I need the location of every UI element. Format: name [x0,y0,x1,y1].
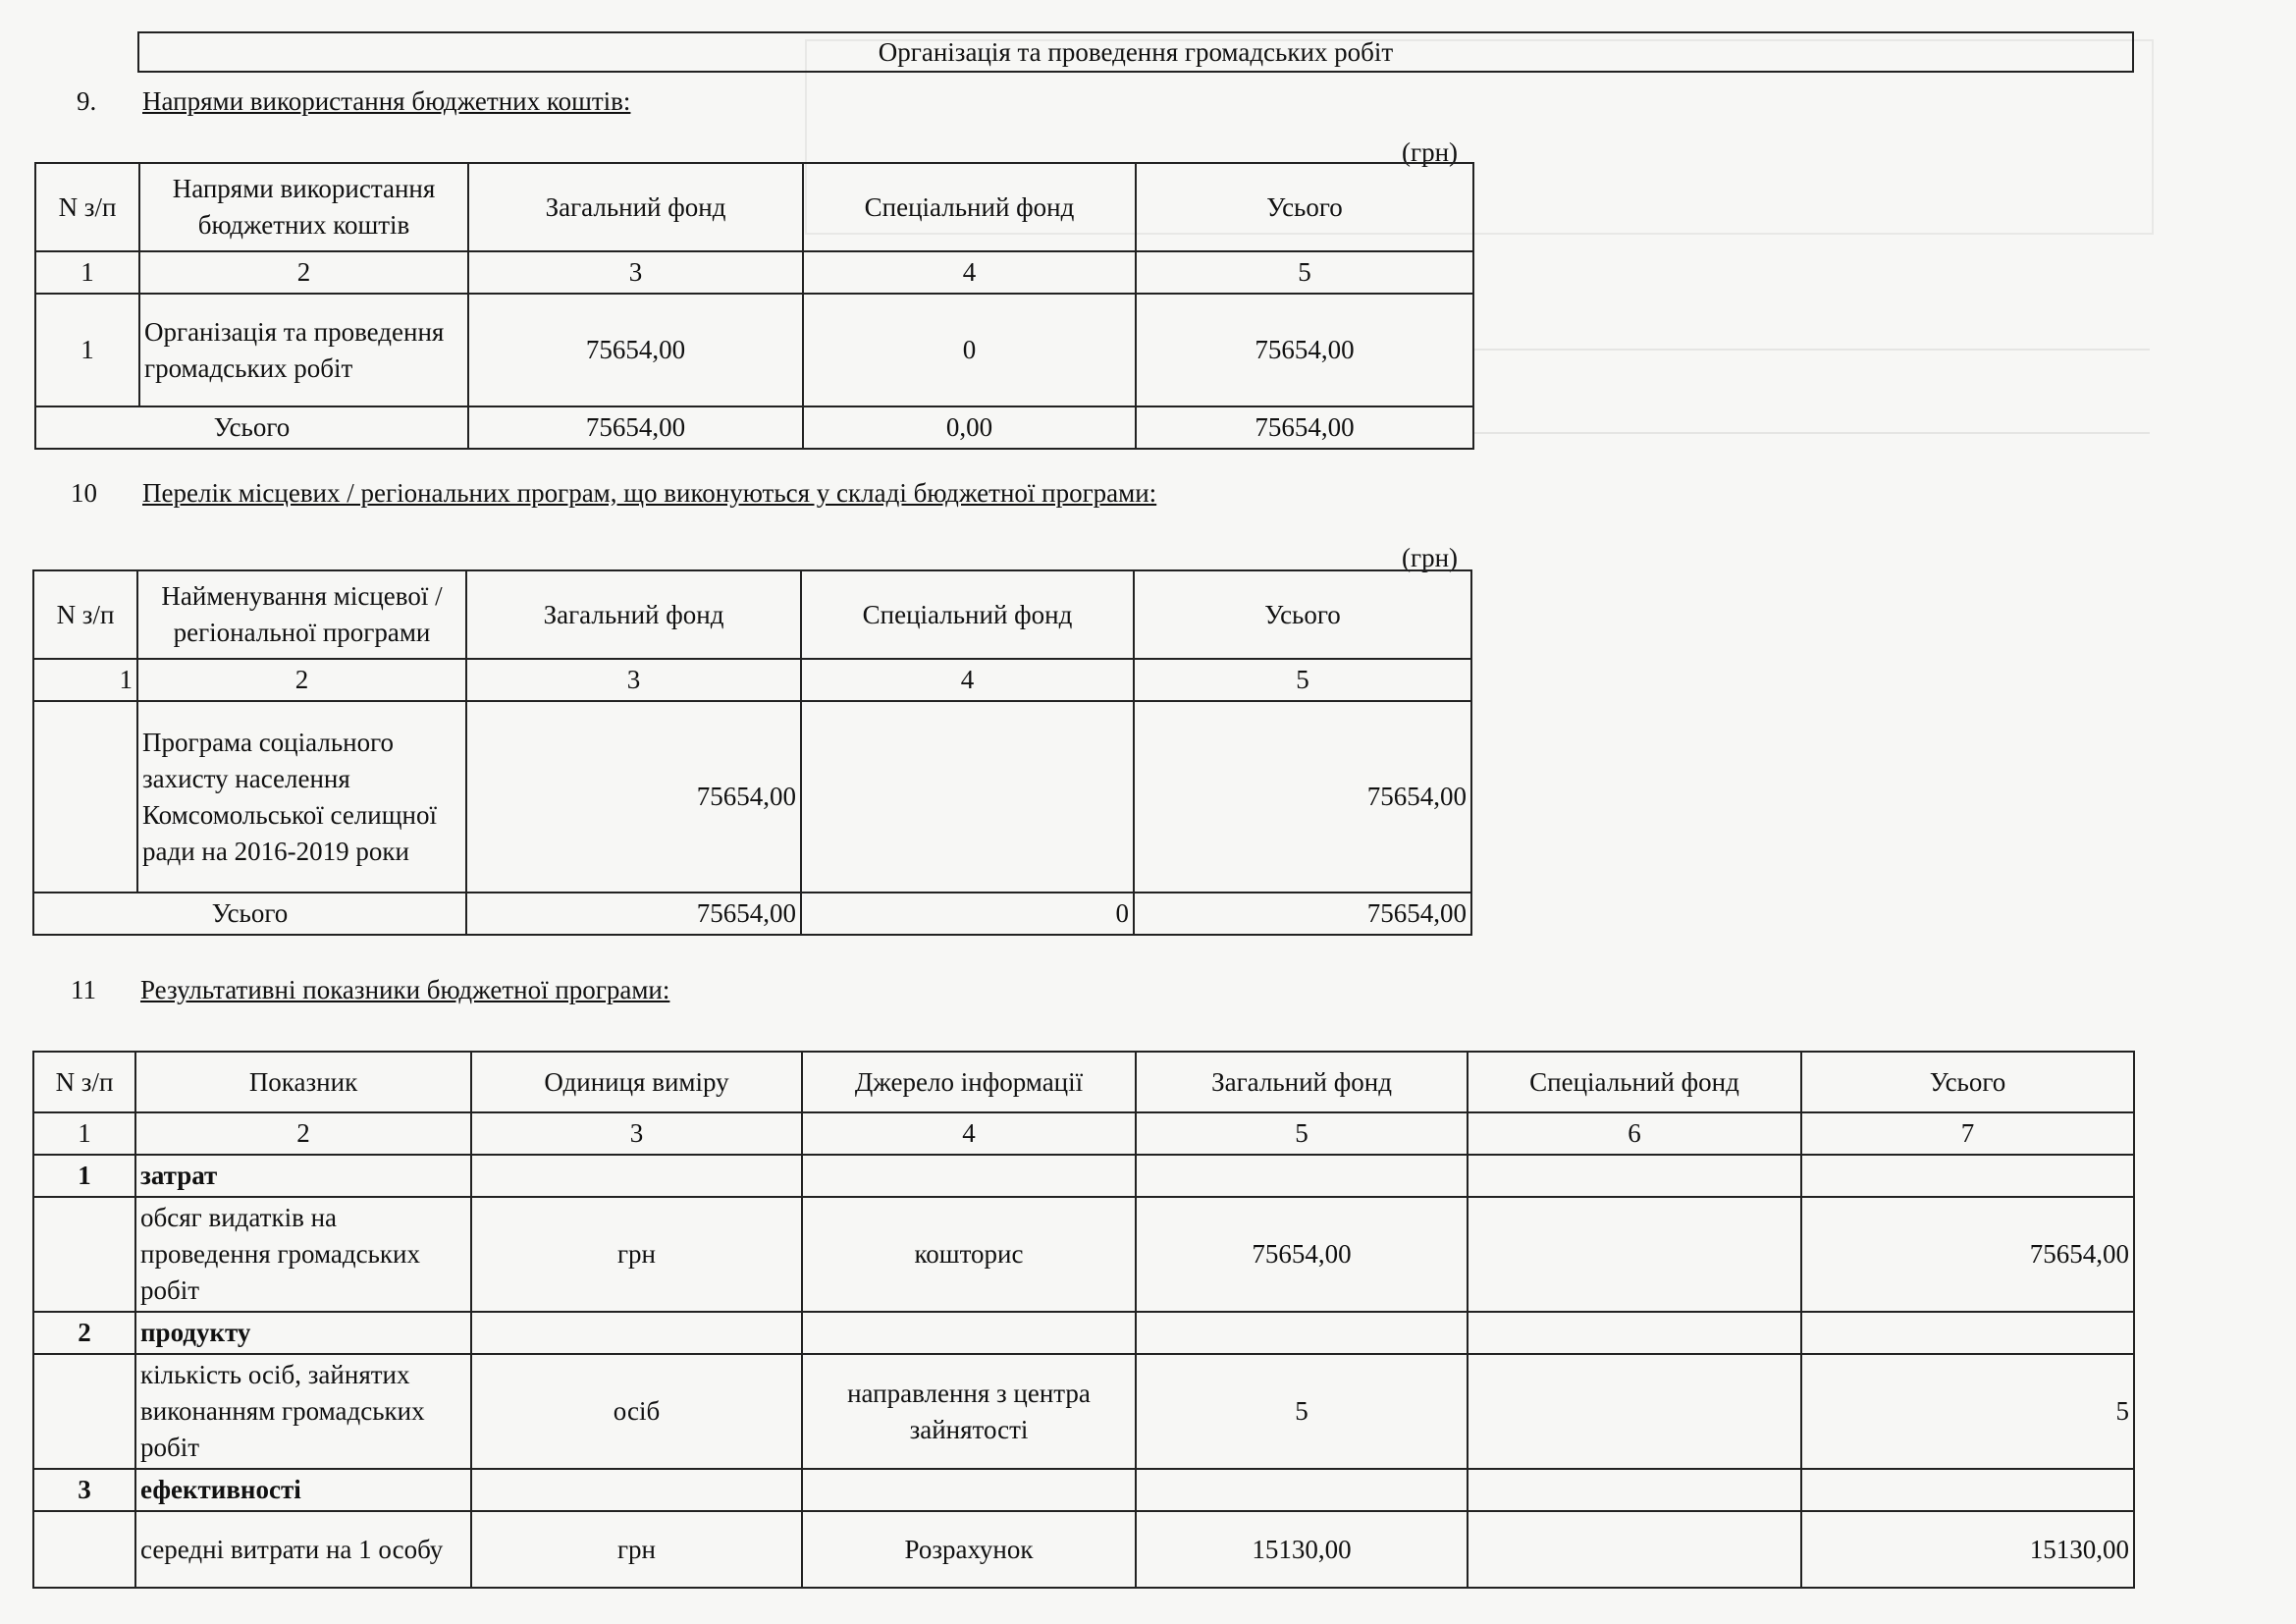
table-row [35,294,1473,406]
special-fund-value [1468,1197,1801,1312]
group-name: ефективності [135,1469,471,1511]
column-number: 1 [33,659,137,701]
total-value: 75654,00 [1801,1197,2134,1312]
total-special-fund: 0,00 [803,406,1136,449]
table-row [33,701,1471,893]
header-cell: N з/п [33,1052,135,1112]
indicator-name: кількість осіб, зайнятих виконанням громадських робіт [135,1354,471,1469]
header-cell: Показник [135,1052,471,1112]
section-9-number: 9. [77,86,97,116]
header-cell: Спеціальний фонд [801,570,1134,659]
header-cell: Усього [1801,1052,2134,1112]
column-number: 5 [1134,659,1471,701]
column-number: 3 [471,1112,802,1155]
section-10-table [32,569,1472,936]
section-9-unit: (грн) [1402,137,1459,167]
section-10-unit: (грн) [1402,543,1459,572]
total-label: Усього [33,893,466,935]
indicator-unit: осіб [471,1354,802,1469]
total-row [35,406,1473,449]
indicator-source: кошторис [802,1197,1136,1312]
section-11-table [32,1051,2135,1589]
indicator-name: обсяг видатків на проведення громадських робіт [135,1197,471,1312]
total-special-fund: 0 [801,893,1134,935]
indicator-group-row [33,1469,2134,1511]
header-cell: Усього [1134,570,1471,659]
indicator-unit: грн [471,1197,802,1312]
indicator-group-row [33,1155,2134,1197]
special-fund-value: 0 [803,294,1136,406]
column-number: 2 [139,251,468,294]
total-value: 75654,00 [1134,701,1471,893]
column-number: 1 [33,1112,135,1155]
section-10-number: 10 [71,478,97,508]
header-cell: Загальний фонд [1136,1052,1468,1112]
total-row [33,893,1471,935]
special-fund-value [1468,1354,1801,1469]
total-general-fund: 75654,00 [466,893,801,935]
header-cell: Усього [1136,163,1473,251]
column-number: 2 [135,1112,471,1155]
section-11-number: 11 [71,975,96,1004]
column-number-row [33,1112,2134,1155]
column-number: 1 [35,251,139,294]
header-cell: Напрями використання бюджетних коштів [139,163,468,251]
indicator-name: середні витрати на 1 особу [135,1511,471,1588]
total-all: 75654,00 [1136,406,1473,449]
special-fund-value [801,701,1134,893]
header-cell: Загальний фонд [466,570,801,659]
group-number: 2 [33,1312,135,1354]
column-number: 6 [1468,1112,1801,1155]
bleed-through-line [1472,349,2150,351]
header-cell: Загальний фонд [468,163,803,251]
group-number: 1 [33,1155,135,1197]
column-number: 7 [1801,1112,2134,1155]
section-11-title: Результативні показники бюджетної програми: [140,975,670,1004]
header-cell: Спеціальний фонд [1468,1052,1801,1112]
table-header-row [35,163,1473,251]
total-value: 5 [1801,1354,2134,1469]
special-fund-value [1468,1511,1801,1588]
program-title-banner: Організація та проведення громадських робіт [137,31,2134,73]
general-fund-value: 5 [1136,1354,1468,1469]
general-fund-value: 15130,00 [1136,1511,1468,1588]
total-all: 75654,00 [1134,893,1471,935]
program-name: Програма соціального захисту населення Комсомольської селищної ради на 2016-2019 роки [137,701,466,893]
group-number: 3 [33,1469,135,1511]
column-number: 3 [466,659,801,701]
direction-name: Організація та проведення громадських робіт [139,294,468,406]
table-header-row [33,1052,2134,1112]
column-number: 2 [137,659,466,701]
column-number: 4 [801,659,1134,701]
column-number: 5 [1136,1112,1468,1155]
row-number: 1 [35,294,139,406]
section-9-table [34,162,1474,450]
column-number: 4 [803,251,1136,294]
header-cell: Джерело інформації [802,1052,1136,1112]
column-number-row [35,251,1473,294]
section-10-title: Перелік місцевих / регіональних програм, що виконуються у складі бюджетної програми: [142,478,1157,508]
header-cell: N з/п [33,570,137,659]
row-number [33,701,137,893]
header-cell: Одиниця виміру [471,1052,802,1112]
general-fund-value: 75654,00 [1136,1197,1468,1312]
total-value: 15130,00 [1801,1511,2134,1588]
indicator-group-row [33,1312,2134,1354]
general-fund-value: 75654,00 [468,294,803,406]
indicator-unit: грн [471,1511,802,1588]
general-fund-value: 75654,00 [466,701,801,893]
indicator-row [33,1197,2134,1312]
header-cell: Спеціальний фонд [803,163,1136,251]
bleed-through-line [1472,432,2150,434]
column-number: 3 [468,251,803,294]
indicator-source: направлення з центра зайнятості [802,1354,1136,1469]
section-9-title: Напрями використання бюджетних коштів: [142,86,631,116]
header-cell: Найменування місцевої / регіональної програми [137,570,466,659]
table-header-row [33,570,1471,659]
column-number-row [33,659,1471,701]
group-name: затрат [135,1155,471,1197]
indicator-source: Розрахунок [802,1511,1136,1588]
column-number: 4 [802,1112,1136,1155]
total-general-fund: 75654,00 [468,406,803,449]
total-label: Усього [35,406,468,449]
total-value: 75654,00 [1136,294,1473,406]
group-name: продукту [135,1312,471,1354]
indicator-row [33,1511,2134,1588]
column-number: 5 [1136,251,1473,294]
header-cell: N з/п [35,163,139,251]
indicator-row [33,1354,2134,1469]
